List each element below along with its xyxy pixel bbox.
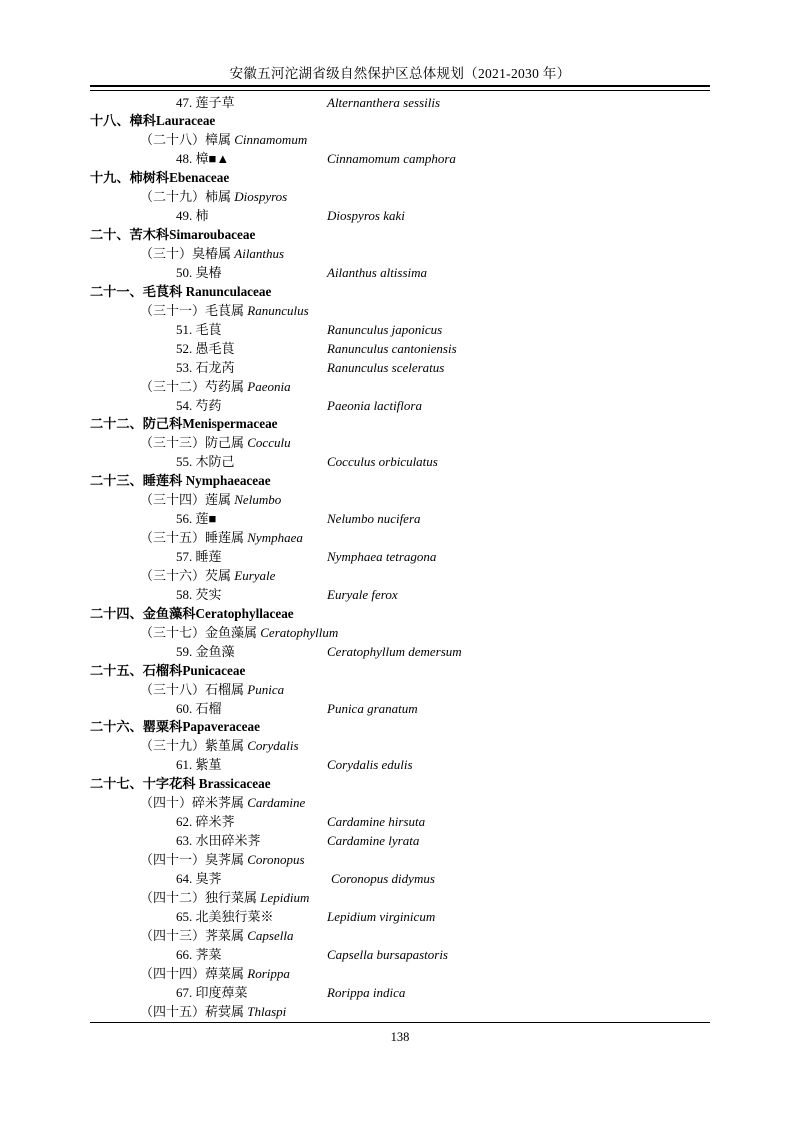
species-entry xyxy=(90,643,710,662)
species-chinese-name: 49. 柿 xyxy=(176,208,209,224)
genus-latin-name: Capsella xyxy=(247,927,294,943)
genus-heading xyxy=(90,245,710,264)
family-chinese-name: 二十六、罂粟科 xyxy=(90,719,183,735)
species-scientific-name: Cinnamomum camphora xyxy=(327,151,456,167)
genus-heading xyxy=(90,434,710,453)
family-latin-name: Ceratophyllaceae xyxy=(195,605,294,621)
genus-chinese-name: （三十九）紫堇属 xyxy=(140,738,245,754)
species-entry xyxy=(90,813,710,832)
species-entry xyxy=(90,94,710,113)
species-chinese-name: 53. 石龙芮 xyxy=(176,359,235,375)
species-scientific-name: Cardamine lyrata xyxy=(327,833,420,849)
genus-chinese-name: （四十二）独行菜属 xyxy=(140,889,258,905)
genus-chinese-name: （二十九）柿属 xyxy=(140,189,232,205)
species-scientific-name: Coronopus didymus xyxy=(331,870,435,886)
species-entry xyxy=(90,548,710,567)
genus-latin-name: Paeonia xyxy=(247,378,291,394)
genus-latin-name: Thlaspi xyxy=(247,1003,287,1019)
genus-heading xyxy=(90,529,710,548)
species-scientific-name: Rorippa indica xyxy=(327,984,406,1000)
genus-heading xyxy=(90,965,710,984)
species-scientific-name: Cardamine hirsuta xyxy=(327,814,426,830)
species-chinese-name: 56. 莲■ xyxy=(176,511,217,527)
family-latin-name: Ebenaceae xyxy=(169,170,230,186)
species-entry xyxy=(90,586,710,605)
family-chinese-name: 二十二、防己科 xyxy=(90,416,183,432)
genus-chinese-name: （三十四）莲属 xyxy=(140,492,232,508)
family-heading xyxy=(90,112,710,131)
species-entry xyxy=(90,207,710,226)
footer-rule xyxy=(90,1022,710,1023)
species-list xyxy=(90,94,710,1022)
genus-latin-name: Nelumbo xyxy=(234,492,282,508)
header-rule-thin xyxy=(90,90,710,91)
genus-latin-name: Cinnamomum xyxy=(234,132,308,148)
species-entry xyxy=(90,264,710,283)
species-chinese-name: 52. 愚毛茛 xyxy=(176,340,235,356)
family-chinese-name: 二十四、金鱼藻科 xyxy=(90,605,196,621)
species-scientific-name: Lepidium virginicum xyxy=(327,908,436,924)
species-chinese-name: 57. 睡莲 xyxy=(176,549,222,564)
genus-chinese-name: （三十六）芡属 xyxy=(140,567,232,583)
family-chinese-name: 十八、樟科 xyxy=(90,113,156,129)
header-rule-thick xyxy=(90,85,710,87)
genus-chinese-name: （三十三）防己属 xyxy=(140,435,245,451)
species-chinese-name: 59. 金鱼藻 xyxy=(176,643,235,659)
species-entry xyxy=(90,510,710,529)
genus-latin-name: Punica xyxy=(247,681,285,697)
page-number: 138 xyxy=(390,1030,410,1044)
genus-chinese-name: （四十四）蔊菜属 xyxy=(140,965,245,981)
genus-heading xyxy=(90,681,710,700)
species-entry xyxy=(90,397,710,416)
genus-latin-name: Ailanthus xyxy=(234,246,285,261)
family-chinese-name: 二十五、石榴科 xyxy=(90,662,183,678)
genus-heading xyxy=(90,624,710,643)
family-heading xyxy=(90,472,710,491)
genus-latin-name: Ceratophyllum xyxy=(260,624,339,640)
family-chinese-name: 二十三、睡莲科 xyxy=(90,473,186,489)
family-latin-name: Menispermaceae xyxy=(182,416,278,432)
genus-heading xyxy=(90,1003,710,1022)
species-chinese-name: 60. 石榴 xyxy=(176,700,222,716)
family-latin-name: Ranunculaceae xyxy=(185,283,272,299)
family-chinese-name: 二十一、毛茛科 xyxy=(90,283,186,299)
species-entry xyxy=(90,756,710,775)
family-heading xyxy=(90,718,710,737)
family-heading xyxy=(90,415,710,434)
family-latin-name: Punicaceae xyxy=(182,662,246,678)
genus-latin-name: Cocculu xyxy=(247,435,291,451)
genus-heading xyxy=(90,302,710,321)
genus-chinese-name: （三十五）睡莲属 xyxy=(140,530,245,546)
species-chinese-name: 61. 紫堇 xyxy=(176,757,222,773)
genus-heading xyxy=(90,737,710,756)
family-chinese-name: 二十七、十字花科 xyxy=(90,776,199,792)
species-scientific-name: Ranunculus cantoniensis xyxy=(327,340,457,356)
species-chinese-name: 62. 碎米荠 xyxy=(176,814,235,830)
family-latin-name: Brassicaceae xyxy=(198,776,271,792)
species-scientific-name: Ceratophyllum demersum xyxy=(327,643,462,659)
species-scientific-name: Ranunculus japonicus xyxy=(327,321,443,337)
genus-heading xyxy=(90,188,710,207)
species-entry xyxy=(90,321,710,340)
species-chinese-name: 50. 臭椿 xyxy=(176,264,222,280)
species-scientific-name: Nelumbo nucifera xyxy=(327,511,421,527)
genus-heading xyxy=(90,794,710,813)
species-scientific-name: Euryale ferox xyxy=(327,586,398,602)
species-scientific-name: Punica granatum xyxy=(327,700,418,716)
family-latin-name: Nymphaeaceae xyxy=(185,473,271,489)
genus-chinese-name: （二十八）樟属 xyxy=(140,132,232,148)
genus-latin-name: Euryale xyxy=(234,567,276,583)
species-chinese-name: 63. 水田碎米荠 xyxy=(176,833,261,849)
species-entry xyxy=(90,340,710,359)
family-heading xyxy=(90,283,710,302)
genus-heading xyxy=(90,567,710,586)
species-chinese-name: 55. 木防己 xyxy=(176,454,235,470)
species-entry xyxy=(90,984,710,1003)
genus-latin-name: Ranunculus xyxy=(247,302,309,318)
species-scientific-name: Alternanthera sessilis xyxy=(327,94,441,110)
species-entry xyxy=(90,870,710,889)
family-heading xyxy=(90,169,710,188)
species-entry xyxy=(90,150,710,169)
genus-heading xyxy=(90,889,710,908)
family-chinese-name: 二十、苦木科 xyxy=(90,227,170,243)
genus-latin-name: Nymphaea xyxy=(247,530,303,546)
species-entry xyxy=(90,453,710,472)
species-chinese-name: 67. 印度蔊菜 xyxy=(176,984,248,1000)
species-chinese-name: 54. 芍药 xyxy=(176,397,222,413)
genus-heading xyxy=(90,491,710,510)
genus-latin-name: Diospyros xyxy=(234,189,288,205)
family-latin-name: Lauraceae xyxy=(155,113,216,129)
species-chinese-name: 58. 芡实 xyxy=(176,586,222,602)
genus-latin-name: Coronopus xyxy=(247,852,305,867)
family-heading xyxy=(90,605,710,624)
genus-chinese-name: （四十三）荠菜属 xyxy=(140,927,245,943)
species-chinese-name: 47. 莲子草 xyxy=(176,94,235,110)
species-scientific-name: Cocculus orbiculatus xyxy=(327,454,438,470)
genus-heading xyxy=(90,851,710,870)
species-entry xyxy=(90,832,710,851)
genus-heading xyxy=(90,927,710,946)
genus-latin-name: Cardamine xyxy=(247,795,306,811)
genus-chinese-name: （三十七）金鱼藻属 xyxy=(140,624,258,640)
species-entry xyxy=(90,700,710,719)
genus-chinese-name: （三十二）芍药属 xyxy=(140,378,245,394)
family-latin-name: Simaroubaceae xyxy=(169,227,256,243)
species-chinese-name: 51. 毛茛 xyxy=(176,321,222,337)
genus-latin-name: Lepidium xyxy=(260,889,310,905)
family-chinese-name: 十九、柿树科 xyxy=(90,170,170,186)
family-heading xyxy=(90,226,710,245)
species-chinese-name: 64. 臭荠 xyxy=(176,870,222,886)
genus-chinese-name: （三十）臭椿属 xyxy=(140,246,232,261)
genus-chinese-name: （四十一）臭荠属 xyxy=(140,852,245,867)
genus-chinese-name: （三十八）石榴属 xyxy=(140,681,245,697)
species-scientific-name: Corydalis edulis xyxy=(327,757,413,773)
family-latin-name: Papaveraceae xyxy=(182,719,260,735)
genus-heading xyxy=(90,131,710,150)
species-scientific-name: Diospyros kaki xyxy=(327,208,405,224)
species-scientific-name: Capsella bursapastoris xyxy=(327,946,448,962)
family-heading xyxy=(90,662,710,681)
genus-chinese-name: （四十五）菥蓂属 xyxy=(140,1003,245,1019)
genus-heading xyxy=(90,378,710,397)
species-scientific-name: Paeonia lactiflora xyxy=(327,397,422,413)
species-scientific-name: Nymphaea tetragona xyxy=(327,549,437,564)
species-entry xyxy=(90,946,710,965)
running-header: 安徽五河沱湖省级自然保护区总体规划（2021-2030 年） xyxy=(229,66,571,81)
species-chinese-name: 65. 北美独行菜※ xyxy=(176,908,274,924)
species-entry xyxy=(90,359,710,378)
species-chinese-name: 48. 樟■▲ xyxy=(176,151,230,167)
family-heading xyxy=(90,775,710,794)
genus-latin-name: Corydalis xyxy=(247,738,299,754)
genus-chinese-name: （三十一）毛茛属 xyxy=(140,302,245,318)
species-scientific-name: Ailanthus altissima xyxy=(327,264,428,280)
genus-latin-name: Rorippa xyxy=(247,965,290,981)
species-chinese-name: 66. 荠菜 xyxy=(176,946,222,962)
species-scientific-name: Ranunculus sceleratus xyxy=(327,359,445,375)
species-entry xyxy=(90,908,710,927)
genus-chinese-name: （四十）碎米荠属 xyxy=(140,795,248,811)
